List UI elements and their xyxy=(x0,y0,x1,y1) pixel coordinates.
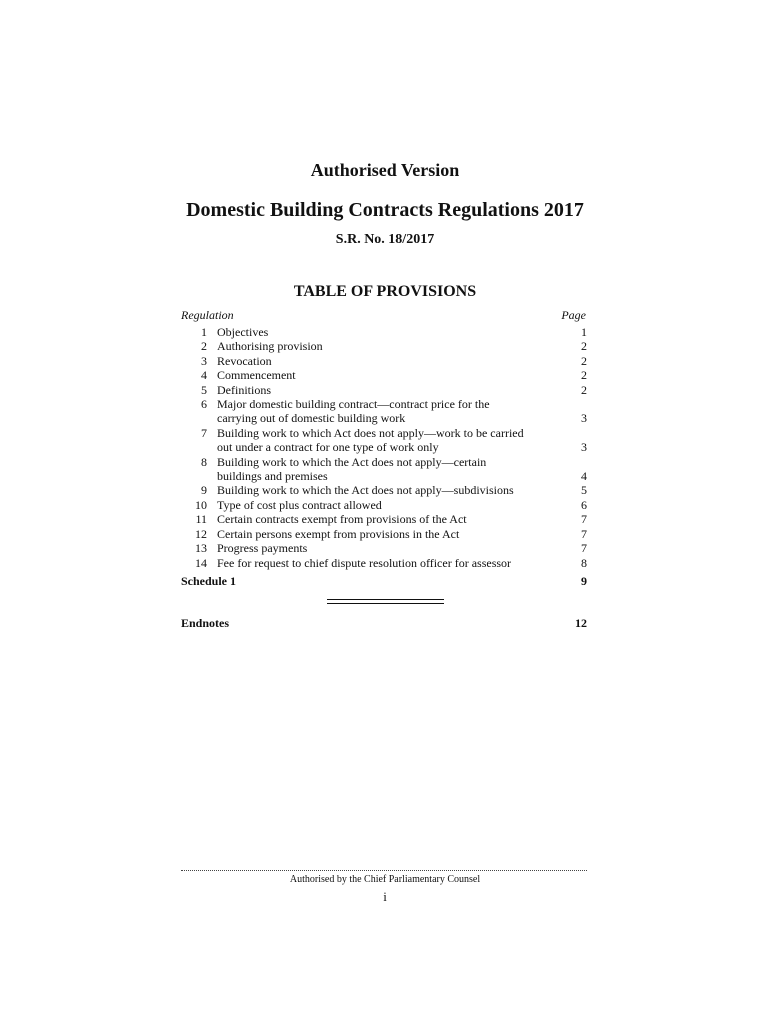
toc-entry[interactable] xyxy=(181,483,587,497)
regulation-number: 13 xyxy=(195,541,207,556)
regulation-number: 9 xyxy=(201,483,207,498)
regulation-page: 2 xyxy=(581,353,587,368)
regulation-title xyxy=(217,556,557,570)
toc-entry[interactable] xyxy=(181,426,587,455)
regulation-title xyxy=(217,339,557,353)
regulation-title-line: Building work to which the Act does not apply—subdivisions xyxy=(217,483,514,498)
regulation-page: 7 xyxy=(581,541,587,556)
regulation-page: 2 xyxy=(581,382,587,397)
toc-entry[interactable] xyxy=(181,339,587,353)
regulation-title-line: out under a contract for one type of work only xyxy=(217,440,439,455)
toc-heading: TABLE OF PROVISIONS xyxy=(293,283,477,300)
toc-entry[interactable] xyxy=(181,556,587,570)
regulation-title-line: Certain contracts exempt from provisions of the Act xyxy=(217,512,467,527)
authorised-version-heading: Authorised Version xyxy=(310,160,460,180)
regulation-number: 7 xyxy=(201,425,207,440)
regulation-page: 8 xyxy=(581,555,587,570)
regulation-page: 6 xyxy=(581,497,587,512)
footer-authorised-by: Authorised by the Chief Parliamentary Counsel xyxy=(289,874,481,885)
regulation-page: 1 xyxy=(581,325,587,339)
endnotes-page: 12 xyxy=(575,616,587,630)
regulation-title-line: buildings and premises xyxy=(217,469,328,484)
schedule-label: Schedule 1 xyxy=(181,574,237,588)
regulation-page: 2 xyxy=(581,368,587,383)
regulation-number: 5 xyxy=(201,382,207,397)
regulation-title xyxy=(217,426,557,455)
regulation-number: 1 xyxy=(201,325,207,339)
toc-entry[interactable] xyxy=(181,397,587,426)
regulation-number: 14 xyxy=(195,555,207,570)
regulation-title-line: Objectives xyxy=(217,325,269,339)
regulation-title-line: Commencement xyxy=(217,368,296,383)
sr-number: S.R. No. 18/2017 xyxy=(335,232,435,247)
schedule-page: 9 xyxy=(581,574,587,588)
regulation-title xyxy=(217,483,557,497)
regulation-number: 2 xyxy=(201,339,207,354)
regulation-title xyxy=(217,397,557,426)
regulation-title-line: Progress payments xyxy=(217,541,308,556)
toc-entry[interactable] xyxy=(181,512,587,526)
regulation-title-line: Type of cost plus contract allowed xyxy=(217,497,382,512)
toc-entry[interactable] xyxy=(181,354,587,368)
regulation-title-line: Definitions xyxy=(217,382,271,397)
table-of-provisions xyxy=(181,325,587,570)
endnotes-label: Endnotes xyxy=(181,616,230,630)
regulation-page: 7 xyxy=(581,526,587,541)
regulation-page: 2 xyxy=(581,339,587,354)
regulation-title-line: Major domestic building contract—contract price for the xyxy=(217,397,490,412)
regulation-number: 11 xyxy=(195,512,207,527)
regulation-title-line: Revocation xyxy=(217,353,272,368)
regulation-title xyxy=(217,383,557,397)
regulation-title xyxy=(217,512,557,526)
regulation-page: 7 xyxy=(581,512,587,527)
page-column-label: Page xyxy=(561,308,586,322)
page-number: i xyxy=(383,889,387,904)
regulation-title-line: Authorising provision xyxy=(217,339,323,354)
regulation-title-line: Building work to which the Act does not apply—certain xyxy=(217,454,487,469)
regulation-title-line: Building work to which Act does not apply—work to be carried xyxy=(217,425,524,440)
regulation-column-label: Regulation xyxy=(181,308,234,322)
regulation-title xyxy=(217,368,557,382)
regulation-title xyxy=(217,455,557,484)
toc-entry-endnotes[interactable] xyxy=(181,616,587,631)
toc-entry[interactable] xyxy=(181,541,587,555)
toc-entry[interactable] xyxy=(181,383,587,397)
regulation-title xyxy=(217,527,557,541)
regulation-number: 4 xyxy=(201,368,207,383)
regulation-title-line: Fee for request to chief dispute resolution officer for assessor xyxy=(217,555,512,570)
toc-entry[interactable] xyxy=(181,368,587,382)
regulation-title xyxy=(217,541,557,555)
footer-divider xyxy=(181,870,587,871)
regulation-title xyxy=(217,498,557,512)
regulation-title-line: carrying out of domestic building work xyxy=(217,411,406,426)
regulation-page: 5 xyxy=(581,483,587,498)
regulation-page: 3 xyxy=(581,440,587,455)
regulation-title xyxy=(217,354,557,368)
regulation-number: 8 xyxy=(201,454,207,469)
toc-entry[interactable] xyxy=(181,498,587,512)
document-title: Domestic Building Contracts Regulations 2017 xyxy=(186,199,584,221)
toc-entry[interactable] xyxy=(181,325,587,339)
toc-entry-schedule-1[interactable] xyxy=(181,574,587,589)
regulation-title xyxy=(217,325,557,339)
section-divider xyxy=(327,599,444,604)
regulation-page: 4 xyxy=(581,469,587,484)
toc-entry[interactable] xyxy=(181,455,587,484)
regulation-number: 6 xyxy=(201,397,207,412)
regulation-number: 3 xyxy=(201,353,207,368)
regulation-number: 10 xyxy=(195,497,207,512)
regulation-page: 3 xyxy=(581,411,587,426)
toc-entry[interactable] xyxy=(181,527,587,541)
regulation-number: 12 xyxy=(195,526,207,541)
regulation-title-line: Certain persons exempt from provisions in the Act xyxy=(217,526,460,541)
